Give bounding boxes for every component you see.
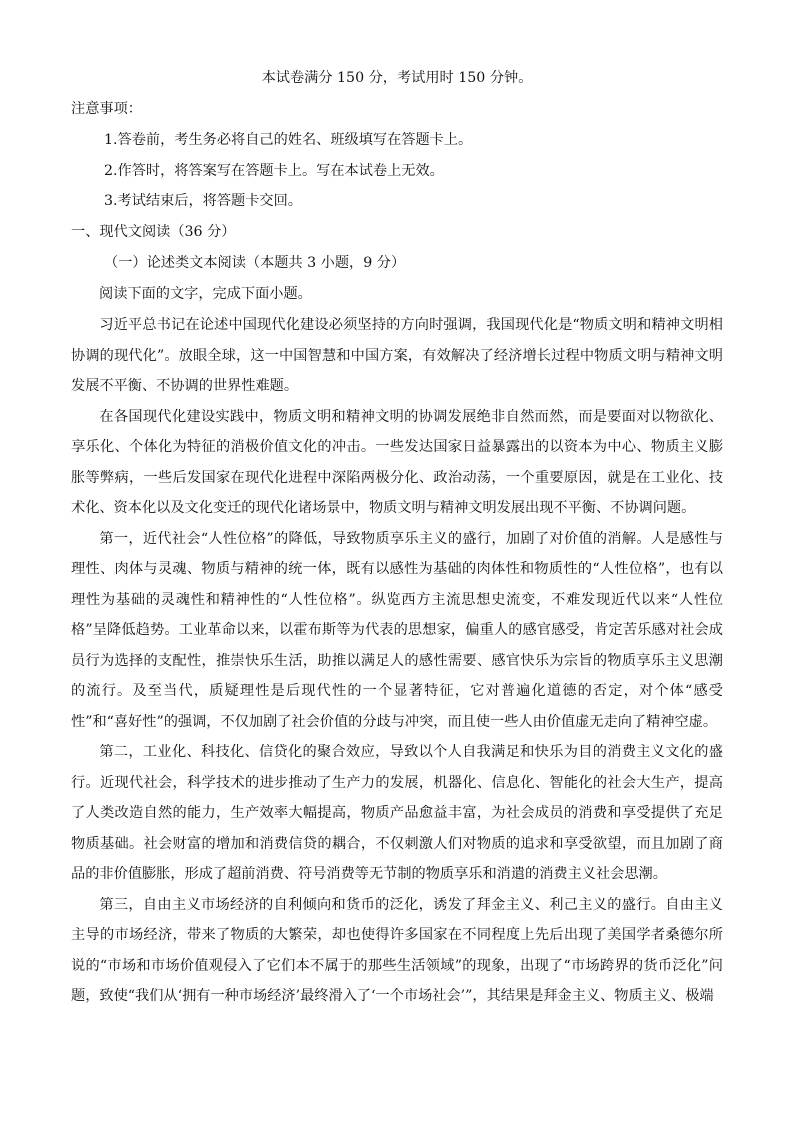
passage-paragraph: 第一，近代社会“人性位格”的降低，导致物质享乐主义的盛行，加剧了对价值的消解。人是感性与理性、肉体与灵魂、物质与精神的统一体，既有以感性为基础的肉体性和物质性的“人性位格”，也有以理性为基础的灵魂性和精神性的“人性位格”。纵览西方主流思想史流变，不难发现近代以来“人性位格”呈降低趋势。工业革命以来，以霍布斯等为代表的思想家，偏重人的感官感受，肯定苦乐感对社会成员行为选择的支配性，推崇快乐生活，助推以满足人的感性需要、感官快乐为宗旨的物质享乐主义思潮的流行。及至当代，质疑理性是后现代性的一个显著特征，它对普遍化道德的否定，对个体“感受性”和“喜好性”的强调，不仅加剧了社会价值的分歧与冲突，而且使一些人由价值虚无走向了精神空虚。 [71, 530, 723, 730]
exam-header-note: 本试卷满分 150 分，考试用时 150 分钟。 [261, 70, 533, 86]
subsection-title: （一）论述类文本阅读（本题共 3 小题，9 分） [104, 255, 406, 271]
passage-paragraph: 在各国现代化建设实践中，物质文明和精神文明的协调发展绝非自然而然，而是要面对以物欲化、享乐化、个体化为特征的消极价值文化的冲击。一些发达国家日益暴露出的以资本为中心、物质主义膨胀等弊病，一些后发国家在现代化进程中深陷两极分化、政治动荡，一个重要原因，就是在工业化、技术化、资本化以及文化变迁的现代化诸场景中，物质文明与精神文明发展出现不平衡、不协调问题。 [71, 408, 723, 516]
reading-instruction: 阅读下面的文字，完成下面小题。 [99, 286, 312, 302]
passage-paragraph: 第二，工业化、科技化、信贷化的聚合效应，导致以个人自我满足和快乐为目的消费主义文化的盛行。近现代社会，科学技术的进步推动了生产力的发展，机器化、信息化、智能化的社会大生产，提高了人类改造自然的能力，生产效率大幅提高，物质产品愈益丰富，为社会成员的消费和享受提供了充足物质基础。社会财富的增加和消费信贷的耦合，不仅刺激人们对物质的追求和享受欲望，而且加剧了商品的非价值膨胀，形成了超前消费、符号消费等无节制的物质享乐和消遣的消费主义社会思潮。 [71, 744, 723, 882]
notice-item-1: 1.答卷前，考生务必将自己的姓名、班级填写在答题卡上。 [104, 132, 473, 148]
section-title: 一、现代文阅读（36 分） [71, 224, 236, 240]
notice-item-2: 2.作答时，将答案写在答题卡上。写在本试卷上无效。 [104, 163, 444, 179]
reading-passage [71, 310, 723, 1012]
passage-paragraph: 第三，自由主义市场经济的自利倾向和货币的泛化，诱发了拜金主义、利己主义的盛行。自由主义主导的市场经济，带来了物质的大繁荣，却也使得许多国家在不同程度上先后出现了美国学者桑德尔所说的“市场和市场价值观侵入了它们本不属于的那些生活领域”的现象，出现了“市场跨界的货币泛化”问题，致使“我们从‘拥有一种市场经济’最终滑入了‘一个市场社会’”，其结果是拜金主义、物质主义、极端 [71, 896, 723, 1004]
notice-title: 注意事项： [71, 101, 142, 117]
passage-paragraph: 习近平总书记在论述中国现代化建设必须坚持的方向时强调，我国现代化是“物质文明和精神文明相协调的现代化”。放眼全球，这一中国智慧和中国方案，有效解决了经济增长过程中物质文明与精神文明发展不平衡、不协调的世界性难题。 [71, 317, 723, 394]
notice-item-3: 3.考试结束后，将答题卡交回。 [104, 193, 302, 209]
